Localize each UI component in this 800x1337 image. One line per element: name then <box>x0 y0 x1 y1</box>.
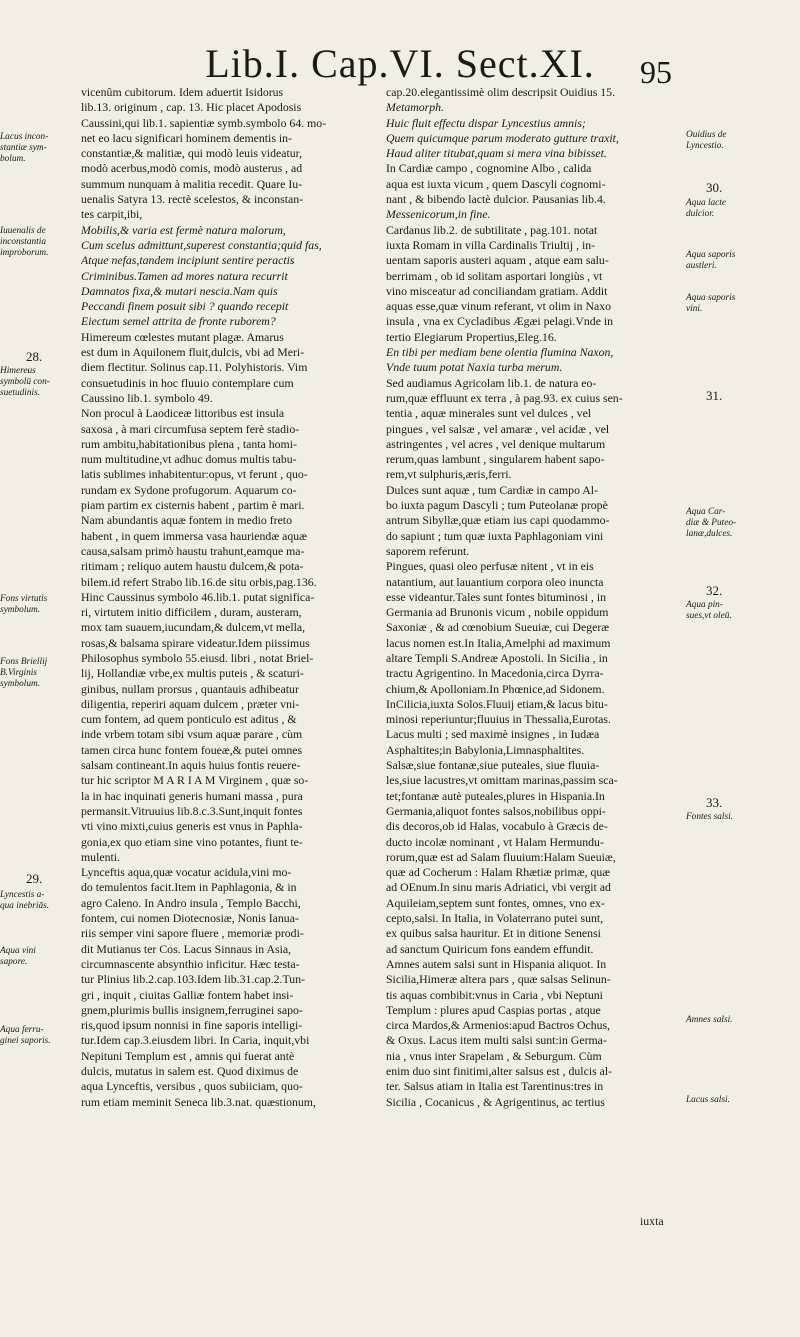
text-line: Metamorph. <box>386 100 444 115</box>
text-line: lib.13. originum , cap. 13. Hic placet Apodosis <box>81 100 302 115</box>
margin-note: Himereus symbolū con- suetudinis. <box>0 366 50 398</box>
text-line: nant , & bibendo lactè dulcior. Pausanias lib.4. <box>386 192 606 207</box>
text-line: astringentes , vel acres , vel denique multarum <box>386 436 606 451</box>
text-line: esse videantur.Tales sunt fontes bituminosi , in <box>386 589 607 604</box>
text-line: latis sublimes inhabitentur:opus, vt ferunt , quo- <box>81 467 308 482</box>
margin-note: Amnes salsi. <box>686 1015 733 1025</box>
text-line: gonia,ex quo etiam sine vino potantes, fiunt te- <box>81 834 303 849</box>
text-line: Germania,aliquot fontes salsos,nobilibus oppi- <box>386 803 606 818</box>
text-line: vti vino mixti,cuius generis est vnus in Paphla- <box>81 819 303 834</box>
text-line: piam partim ex cisternis habent , partim è mari. <box>81 498 305 513</box>
text-line: ad OEnum.In sinu maris Adriatici, vbi vergit ad <box>386 880 611 895</box>
text-line: fontem, cui nomen Diotecnosiæ, Nonis Ianua- <box>81 911 299 926</box>
margin-note: Fons Briellij B.Virginis symbolum. <box>0 657 48 689</box>
text-line: Salsæ,siue fontanæ,siue puteales, siue fluuia- <box>386 758 600 773</box>
text-line: tet;fontanæ autè puteales,plures in Hispania.In <box>386 788 605 803</box>
text-line: ex quibus salsa hauritur. Et in ditione Senensi <box>386 926 601 941</box>
text-line: saxosa , à mari circumfusa septem ferè stadio- <box>81 421 300 436</box>
text-line: & Oxus. Lacus item multi salsi sunt:in Germa- <box>386 1033 607 1048</box>
text-line: rum etiam meminit Seneca lib.3.nat. quæstionum, <box>81 1094 316 1109</box>
text-line: saporem referunt. <box>386 543 470 558</box>
text-line: summum nunquam à malitia recedit. Quare Iu- <box>81 176 303 191</box>
text-line: Peccandi finem posuit sibi ? quando recepit <box>81 299 289 314</box>
page-header <box>0 40 800 90</box>
section-number: 31. <box>706 388 723 403</box>
margin-note: Aqua ferru- ginei saporis. <box>0 1025 51 1046</box>
text-line: uenalis Satyra 13. rectè scelestos, & inconstan- <box>81 192 304 207</box>
text-line: dulcis, mutatus in salem est. Quod diximus de <box>81 1064 299 1078</box>
text-line: est dum in Aquilonem fluit,dulcis, vbi ad Meri- <box>81 345 305 360</box>
section-number: 29. <box>26 871 43 886</box>
left-text-lines <box>81 85 370 1110</box>
text-line: Non procul à Laodiceæ littoribus est insula <box>81 406 285 421</box>
text-line: Cardanus lib.2. de subtilitate , pag.101. notat <box>386 222 598 237</box>
margin-note: Lacus incon- stantiæ sym- bolum. <box>0 132 49 164</box>
text-line: diligentia, reperiri aquam dulcem , præter vni- <box>81 696 300 711</box>
section-number: 28. <box>26 349 43 364</box>
text-line: Dulces sunt aquæ , tum Cardiæ in campo Al- <box>386 482 598 497</box>
text-line: Amnes autem salsi sunt in Hispania aliquot. In <box>386 956 607 971</box>
text-line: la in hac inquinati generis humani massa , pura <box>81 788 303 803</box>
text-line: lacus nomen est.In Italia,Amelphi ad maximum <box>386 635 611 650</box>
text-line: tes carpit,ibi, <box>81 207 143 222</box>
text-line: enim duo sint finitimi,alter salsus est , dulcis al- <box>386 1064 613 1078</box>
text-line: ginibus, nullam prorsus , quantauis adhibeatur <box>81 681 299 696</box>
text-line: ri, virtutem initio difficilem , duram, austeram, <box>81 605 302 620</box>
text-line: Lacus multi ; sed maximè insignes , in Iudæa <box>386 727 600 742</box>
catchword: iuxta <box>640 1214 664 1228</box>
text-line: rum,quæ effluunt ex terra , à pag.93. ex cuius sen- <box>386 390 623 405</box>
page-number: 95 <box>640 54 672 90</box>
text-line: Eiectum semel attrita de fronte ruborem? <box>81 314 276 329</box>
text-line: nia , vnus inter Srapelam , & Seburgum. Cùm <box>386 1048 602 1063</box>
margin-note: Aqua saporis vini. <box>686 293 736 314</box>
text-line: Templum : plures apud Caspias portas , atque <box>386 1002 601 1017</box>
text-line: ritimam ; reliquo autem haustu dulcem,& pota- <box>81 559 304 574</box>
margin-note: Ouidius de Lyncestio. <box>686 130 727 151</box>
text-line: Mobilis,& varia est fermè natura malorum, <box>81 222 286 237</box>
running-head: Lib.I. Cap.VI. Sect.XI. <box>205 41 595 86</box>
text-line: Nam abundantis aquæ fontem in medio freto <box>81 513 292 528</box>
text-line: gri , inquit , ciuitas Galliæ fontem habet insi- <box>81 987 294 1002</box>
text-line: tertio Elegiarum Propertius,Eleg.16. <box>386 329 557 344</box>
text-line: do sapiunt ; tum quæ iuxta Paphlagoniam vini <box>386 528 604 543</box>
text-line: bo iuxta pagum Dascyli ; tum Puteolanæ propè <box>386 498 608 513</box>
text-line: Sed audiamus Agricolam lib.1. de natura eo- <box>386 375 597 390</box>
section-number: 30. <box>706 180 723 195</box>
text-line: mox tam suauem,iucundam,& dulcem,vt mella, <box>81 620 306 635</box>
margin-note: Aqua saporis austleri. <box>686 250 736 271</box>
margin-note: Aqua pin- sues,vt oleū. <box>686 600 732 621</box>
text-line: rerum,quas lambunt , singularem habent sapo- <box>386 452 605 467</box>
text-line: vicenûm cubitorum. Idem aduertit Isidorus <box>81 85 284 99</box>
text-line: cum fontem, ad quem ponticulo est aditus , & <box>81 712 297 727</box>
text-line: circumnascente absynthio inficitur. Hæc testa- <box>81 956 300 971</box>
text-line: insula , vna ex Cycladibus Ægæi pelagi.Vnde in <box>386 314 614 329</box>
text-line: altare Templi S.Andreæ Apostoli. In Sicilia , in <box>386 650 608 665</box>
text-line: rum ambitu,habitationibus plena , tanta homi- <box>81 436 297 451</box>
text-line: bilem.id refert Strabo lib.16.de situ orbis,pag.136. <box>81 574 317 589</box>
text-line: iuxta Romam in villa Cardinalis Triultij , in- <box>386 237 596 252</box>
text-line: modò acerbus,modò comis, modò austerus , ad <box>81 161 303 176</box>
section-number: 33. <box>706 795 723 810</box>
text-line: rem,vt sulphuris,æris,ferri. <box>386 467 512 482</box>
text-line: Caussino lib.1. symbolo 49. <box>81 390 213 405</box>
text-line: Saxoniæ , & ad cœnobium Sueuiæ, cui Degeræ <box>386 620 610 635</box>
text-line: Sicilia,Himeræ altera pars , quæ salsas Selinun- <box>386 972 611 987</box>
text-line: tur Plinius lib.2.cap.103.Idem lib.31.cap.2.Tun- <box>81 972 306 987</box>
text-line: Vnde tuum potat Naxia turba merum. <box>386 360 563 375</box>
text-line: do temulentos facit.Item in Paphlagonia, & in <box>81 880 297 895</box>
margin-note: Lacus salsi. <box>686 1095 730 1105</box>
text-line: Himereum cœlestes mutant plagæ. Amarus <box>81 329 284 344</box>
text-line: Hinc Caussinus symbolo 46.lib.1. putat significa- <box>81 589 315 604</box>
text-line: Germania ad Brunonis vicum , nobile oppidum <box>386 605 609 620</box>
text-line: agro Caleno. In Andro insula , Templo Bacchi, <box>81 895 301 910</box>
text-line: En tibi per mediam bene olentia flumina Naxon, <box>386 345 614 360</box>
text-line: Pingues, quasi oleo perfusæ nitent , vt in eis <box>386 559 594 574</box>
right-text-column <box>386 85 681 1110</box>
text-line: minosi reperiuntur;fluuius in Thessalia,Eurotas. <box>386 712 611 727</box>
text-line: Asphaltites;in Babylonia,Limnasphaltites. <box>386 742 585 757</box>
text-line: InCilicia,iuxta Solos.Fluuij etiam,& lacus bitu- <box>386 696 608 711</box>
margin-note: Aqua lacte dulcior. <box>686 198 727 219</box>
margin-note: Lyncestis a- qua inebriās. <box>0 890 50 911</box>
text-line: dis decoros,ob id Halas, vocabulo à Græcis de- <box>386 819 608 834</box>
text-line: gnem,plurimis bullis insignem,ferruginei sapo- <box>81 1002 303 1017</box>
text-line: ris,quod ipsum nonnisi in fine saporis intelligi- <box>81 1018 303 1033</box>
text-line: constantiæ,& malitiæ, qui modò leuis videatur, <box>81 146 303 161</box>
text-line: riis semper vini sapore fluere , memoriæ prodi- <box>81 926 304 941</box>
text-line: circa Mardos,& Armenios:apud Bactros Ochus, <box>386 1018 611 1033</box>
text-line: chium,& Apolloniam.In Phœnice,ad Sidonem. <box>386 681 605 696</box>
text-line: dit Mutianus ter Cos. Lacus Sinnaus in Asia, <box>81 941 292 956</box>
text-line: Huic fluit effectu dispar Lyncestius amnis; <box>386 115 586 130</box>
text-line: Damnatos fixa,& mutari nescia.Nam quis <box>81 283 278 298</box>
text-line: Criminibus.Tamen ad mores natura recurrit <box>81 268 288 283</box>
text-line: vino misceatur ad conciliandam gratiam. Addit <box>386 283 608 298</box>
text-line: Sicilia , Cocanicus , & Agrigentinus, ac tertius <box>386 1094 605 1109</box>
text-line: tur hic scriptor M A R I A M Virginem , quæ so- <box>81 773 309 788</box>
margin-note: Fons virtutis symbolum. <box>0 594 48 615</box>
text-line: Lynceftis aqua,quæ vocatur acidula,vini mo- <box>81 865 292 880</box>
text-line: tentia , aquæ minerales sunt vel dulces , vel <box>386 406 592 421</box>
text-line: In Cardiæ campo , cognomine Albo , calida <box>386 161 592 176</box>
text-line: diem flectitur. Solinus cap.11. Polyhistoris. Vim <box>81 360 308 375</box>
text-line: lij, Hollandiæ vrbe,ex multis puteis , & scaturi- <box>81 666 304 681</box>
text-line: aqua Lynceftis, versibus , quos subiiciam, quo- <box>81 1079 303 1094</box>
text-line: rorum,quæ est ad Salam fluuium:Halam Sueuiæ, <box>386 849 616 864</box>
right-text-lines <box>386 85 681 1110</box>
text-line: mulenti. <box>81 849 120 864</box>
text-line: Haud aliter titubat,quam si mera vina bibisset. <box>386 146 607 161</box>
text-line: uentam saporis austeri aquam , atque eam salu- <box>386 253 609 268</box>
margin-note: Iuuenalis de inconstantia improborum. <box>0 226 49 258</box>
text-line: natantium, aut lauantium corpora oleo inuncta <box>386 574 604 589</box>
text-line: Cum scelus admittunt,superest constantia;quid fas, <box>81 237 322 252</box>
text-line: pingues , vel salsæ , vel amaræ , vel acidæ , vel <box>386 421 610 436</box>
margin-note: Aqua Car- diæ & Puteo- lanæ,dulces. <box>686 507 737 539</box>
text-line: tur.Idem cap.3.eiusdem libri. In Caria, inquit,vbi <box>81 1033 310 1048</box>
text-line: causa,salsam primò haustu trahunt,eamque ma- <box>81 543 305 558</box>
text-line: Aquileiam,septem sunt fontes, omnes, vno ex- <box>386 895 605 910</box>
text-line: rosas,& balsama spirare videatur.Idem piissimus <box>81 635 310 650</box>
text-line: antrum Sibyllæ,quæ etiam ius capi quodammo- <box>386 513 610 528</box>
text-line: berrimam , ob id solitam asportari longiùs , vt <box>386 268 603 283</box>
text-line: ter. Salsus atiam in Italia est Tarentinus:tres in <box>386 1079 604 1094</box>
text-line: ad sanctum Quiricum fons eandem effundit. <box>386 941 594 956</box>
text-line: net eo lacu significari hominem dementis in- <box>81 130 292 145</box>
margin-note: Fontes salsi. <box>686 812 734 822</box>
text-line: inde vrbem totam sibi vsum aquæ parare , cùm <box>81 727 303 742</box>
text-line: ducto incolæ nominant , vt Halam Hermundu- <box>386 834 604 849</box>
text-line: quæ ad Cocherum : Halam Rhætiæ primæ, quæ <box>386 865 611 880</box>
text-line: Philosophus symbolo 55.eiusd. libri , notat Briel- <box>81 650 314 665</box>
text-line: cepto,salsi. In Italia, in Volaterrano putei sunt, <box>386 911 604 926</box>
text-line: Atque nefas,tandem incipiunt sentire peractis <box>81 253 295 268</box>
text-line: consuetudinis in hoc fluuio contemplare cum <box>81 375 294 390</box>
text-line: aquas esse,quæ vinum referant, vt olim in Naxo <box>386 299 612 314</box>
text-line: Messenicorum,in fine. <box>386 207 491 222</box>
text-line: aqua est iuxta vicum , quem Dascyli cognomi- <box>386 176 606 191</box>
section-number: 32. <box>706 583 723 598</box>
left-text-column <box>81 85 370 1110</box>
text-line: habent , in quem immersa vasa hauriendæ aquæ <box>81 528 308 543</box>
text-line: permansit.Vitruuius lib.8.c.3.Sunt,inquit fontes <box>81 803 303 818</box>
text-line: cap.20.elegantissimè olim descripsit Ouidius 15. <box>386 85 616 99</box>
text-line: tis aquas combibit:vnus in Caria , vbi Neptuni <box>386 987 603 1002</box>
text-line: les,siue lacustres,vt omittam marinas,passim sca- <box>386 773 618 788</box>
text-line: Caussini,qui lib.1. sapientiæ symb.symbolo 64. mo- <box>81 115 327 130</box>
text-line: Quem quicumque parum moderato gutture traxit, <box>386 130 619 145</box>
margin-note: Aqua vini sapore. <box>0 946 36 967</box>
text-line: num multitudine,vt adhuc domus multis tabu- <box>81 452 297 467</box>
text-line: tractu Agrigentino. In Macedonia,circa Dyrra- <box>386 666 604 681</box>
text-line: rundam ex Sydone profugorum. Aquarum co- <box>81 482 297 497</box>
text-line: tamen circa hunc fontem foueæ,& putei omnes <box>81 742 303 757</box>
text-line: salsam contineant.In aquis huius fontis reuere- <box>81 758 301 773</box>
text-line: Nepituni Templum est , amnis qui fuerat antè <box>81 1048 295 1063</box>
